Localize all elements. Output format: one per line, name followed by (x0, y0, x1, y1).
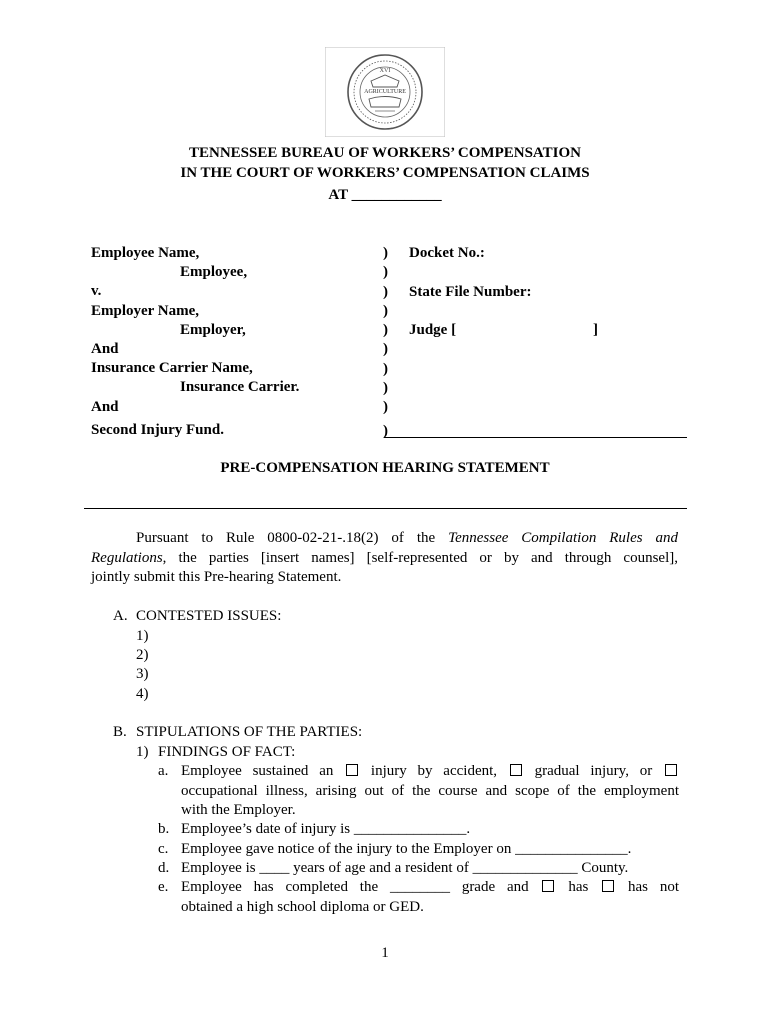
page-number: 1 (381, 945, 389, 961)
item-c-marker: c. (158, 841, 169, 857)
item-a-line-3: with the Employer. (181, 802, 296, 818)
header-line-2: IN THE COURT OF WORKERS’ COMPENSATION CLAIMS (180, 165, 590, 181)
item-a-marker: a. (158, 763, 169, 779)
section-b-marker: B. (113, 724, 127, 740)
intro-rules-title-2: Regulations (91, 550, 163, 566)
intro-line-2 (91, 549, 678, 569)
caption-parenthesis-column (383, 244, 388, 441)
document-title: PRE-COMPENSATION HEARING STATEMENT (220, 460, 550, 476)
item-a-text-3: gradual injury, or (534, 763, 653, 779)
gradual-injury-checkbox[interactable] (510, 764, 522, 776)
section-b-heading: STIPULATIONS OF THE PARTIES: (136, 724, 363, 740)
paren: ) (383, 264, 388, 281)
item-e-line-1 (181, 878, 679, 898)
title-rule (84, 508, 687, 509)
intro-line-2-text: , the parties [insert names] [self-represented or by and through counsel], (162, 550, 678, 566)
item-b-text: Employee’s date of injury is _______________. (181, 821, 471, 837)
has-not-diploma-checkbox[interactable] (602, 880, 614, 892)
caption-employer: Employer, (180, 322, 246, 338)
contested-issue-1: 1) (136, 628, 149, 644)
state-seal (325, 47, 445, 137)
contested-issue-4: 4) (136, 686, 149, 702)
svg-text:XVI: XVI (379, 68, 391, 74)
caption-versus: v. (91, 283, 102, 299)
item-e-marker: e. (158, 879, 169, 895)
item-a-text-1: Employee sustained an (181, 763, 334, 779)
caption-employer-name: Employer Name, (91, 303, 200, 319)
paren: ) (383, 380, 388, 397)
has-diploma-checkbox[interactable] (542, 880, 554, 892)
judge-bracket-close: ] (593, 322, 598, 338)
caption-carrier: Insurance Carrier. (180, 379, 300, 395)
item-e-line-2: obtained a high school diploma or GED. (181, 899, 424, 915)
paren: ) (383, 245, 388, 261)
intro-line-3: jointly submit this Pre-hearing Statement. (91, 569, 342, 585)
item-e-text-2: has (568, 879, 589, 895)
header-line-3: AT ____________ (328, 187, 442, 203)
paren: ) (383, 360, 388, 377)
item-c-text: Employee gave notice of the injury to the Employer on _______________. (181, 841, 632, 857)
state-file-number-label: State File Number: (409, 284, 532, 300)
item-a-line-2: occupational illness, arising out of the course and scope of the employment (181, 783, 679, 799)
item-d-marker: d. (158, 860, 170, 876)
item-d-text: Employee is ____ years of age and a resident of ______________ County. (181, 860, 629, 876)
judge-label: Judge [ (409, 322, 457, 338)
caption-and-1: And (91, 341, 119, 357)
header-line-1: TENNESSEE BUREAU OF WORKERS’ COMPENSATION (188, 145, 581, 161)
paren: ) (383, 422, 388, 439)
item-a-text-2: injury by accident, (370, 763, 498, 779)
paren: ) (383, 341, 388, 358)
contested-issue-2: 2) (136, 647, 149, 663)
paren: ) (383, 283, 388, 300)
injury-by-accident-checkbox[interactable] (346, 764, 358, 776)
section-a-heading: CONTESTED ISSUES: (136, 608, 282, 624)
caption-rule (384, 437, 687, 438)
paren: ) (383, 399, 388, 416)
contested-issue-3: 3) (136, 666, 149, 682)
intro-line-1-text: Pursuant to Rule 0800-02-21-.18(2) of the (136, 530, 449, 546)
item-e-text-1: Employee has completed the ________ grade and (181, 879, 529, 895)
caption-employee: Employee, (180, 264, 248, 280)
paren: ) (383, 322, 388, 339)
caption-employee-name: Employee Name, (91, 245, 200, 261)
docket-number-label: Docket No.: (409, 245, 485, 261)
item-e-text-3: has not (628, 879, 680, 895)
occupational-illness-checkbox[interactable] (665, 764, 677, 776)
item-b-marker: b. (158, 821, 170, 837)
item-a-line-1 (181, 762, 679, 782)
caption-second-injury-fund: Second Injury Fund. (91, 422, 224, 438)
intro-rules-title-1: Tennessee Compilation Rules and (448, 530, 678, 546)
caption-carrier-name: Insurance Carrier Name, (91, 360, 253, 376)
findings-marker: 1) (136, 744, 149, 760)
caption-and-2: And (91, 399, 119, 415)
seal-text: AGRICULTURE (364, 89, 406, 95)
intro-line-1 (91, 529, 678, 549)
paren: ) (383, 302, 388, 319)
findings-heading: FINDINGS OF FACT: (158, 744, 296, 760)
section-a-marker: A. (113, 608, 128, 624)
